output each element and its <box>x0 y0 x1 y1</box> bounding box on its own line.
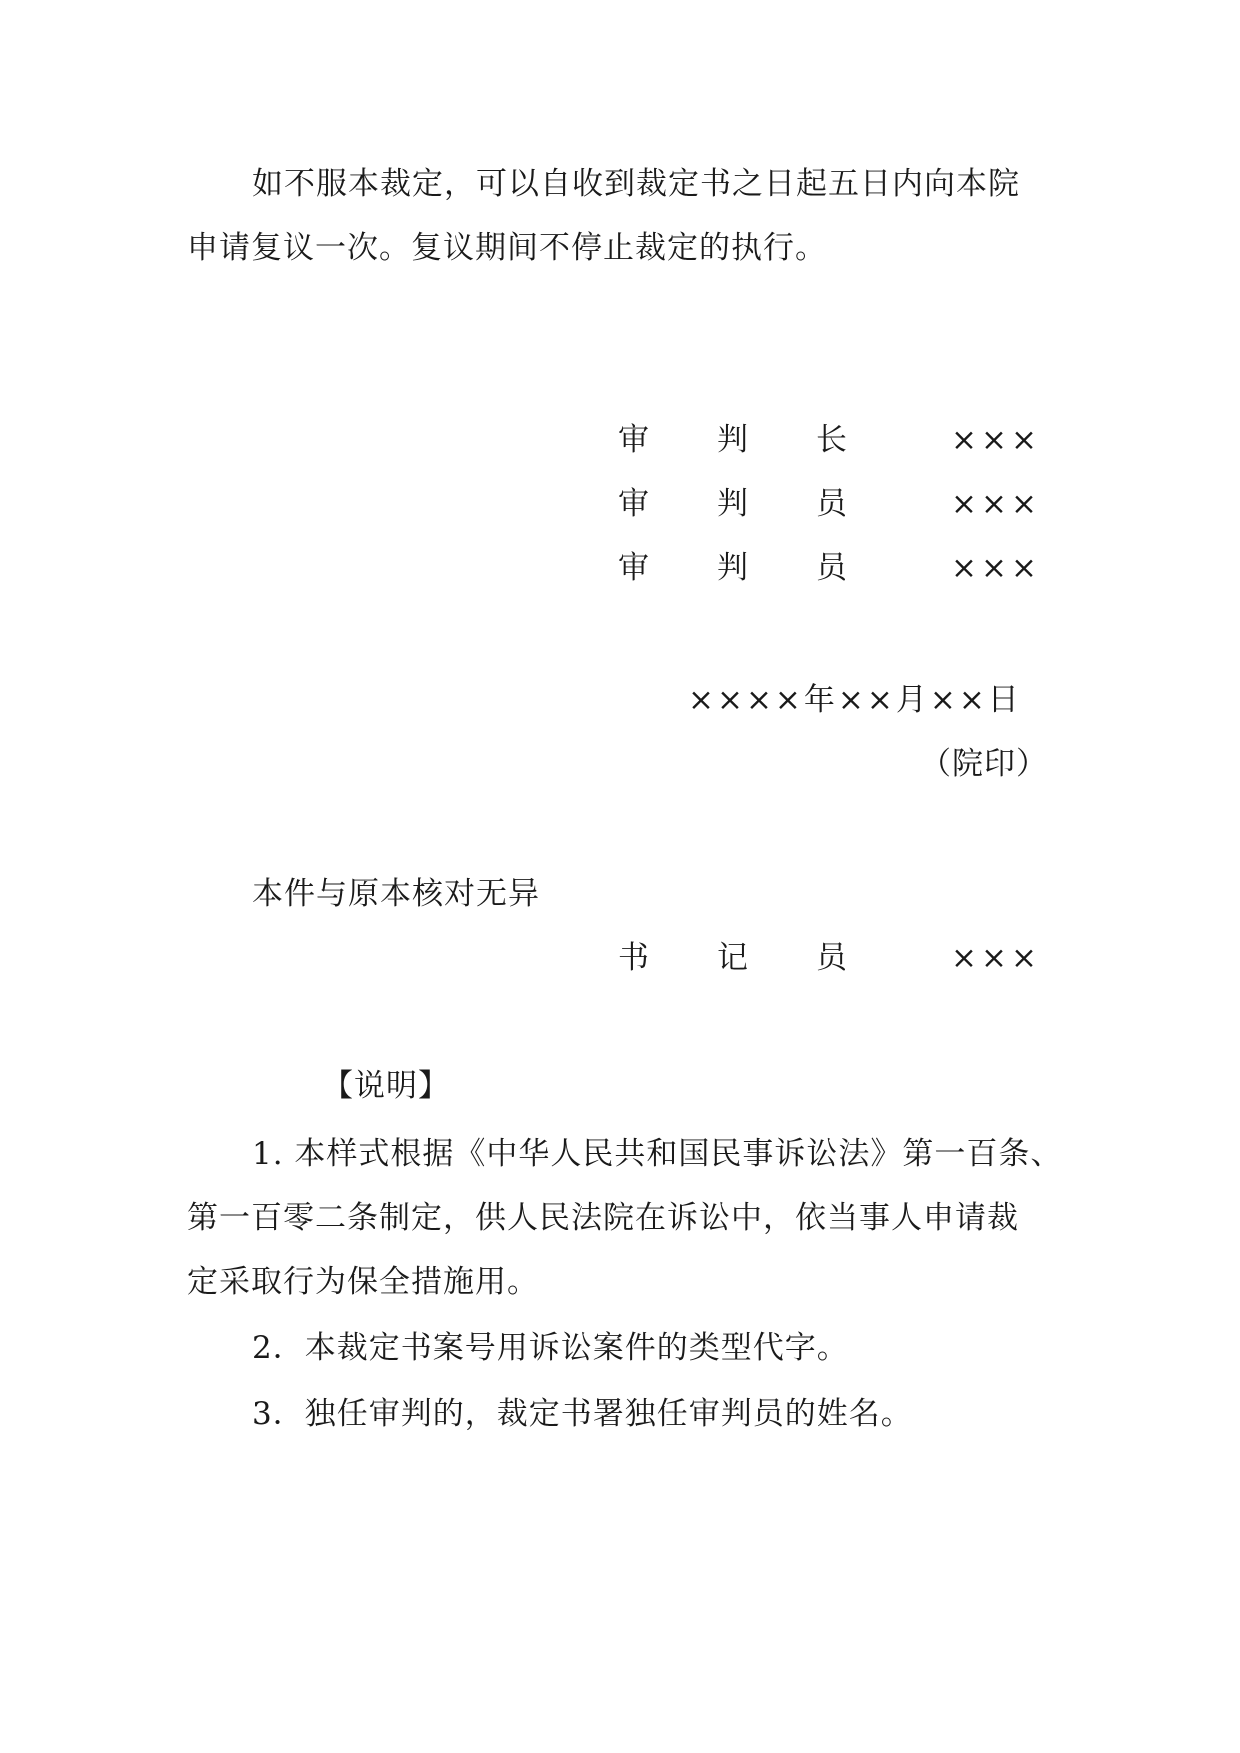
signature-title-char: 记 <box>717 940 748 976</box>
signature-name: ××× <box>951 486 1041 522</box>
signature-title-char: 审 <box>618 550 649 586</box>
court-seal-text: （院印） <box>920 746 1048 782</box>
signature-title-char: 判 <box>717 422 748 458</box>
signature-row-clerk <box>618 938 1048 978</box>
signature-title-char: 员 <box>816 486 847 522</box>
signature-title-char: 长 <box>816 422 847 458</box>
signature-name: ××× <box>951 940 1041 976</box>
signature-row-judge-1 <box>618 484 1048 524</box>
ruling-date: ××××年××月××日 <box>688 682 1022 718</box>
notes-line-5: 3．独任审判的，裁定书署独任审判员的姓名。 <box>252 1396 913 1432</box>
ruling-paragraph-line-1: 如不服本裁定，可以自收到裁定书之日起五日内向本院 <box>252 166 1020 202</box>
signature-title-char: 员 <box>816 550 847 586</box>
signature-row-presiding-judge <box>618 420 1048 460</box>
notes-line-1: 1. 本样式根据《中华人民共和国民事诉讼法》第一百条、 <box>252 1136 1063 1172</box>
signature-title-char: 判 <box>717 486 748 522</box>
signature-name: ××× <box>951 550 1041 586</box>
notes-line-3: 定采取行为保全措施用。 <box>187 1264 539 1300</box>
ruling-paragraph-line-2: 申请复议一次。复议期间不停止裁定的执行。 <box>187 230 827 266</box>
notes-line-2: 第一百零二条制定，供人民法院在诉讼中，依当事人申请裁 <box>187 1200 1019 1236</box>
signature-title-char: 书 <box>618 940 649 976</box>
signature-title-char: 审 <box>618 486 649 522</box>
notes-line-4: 2．本裁定书案号用诉讼案件的类型代字。 <box>252 1330 849 1366</box>
signature-title-char: 判 <box>717 550 748 586</box>
signature-name: ××× <box>951 422 1041 458</box>
signature-title-char: 员 <box>816 940 847 976</box>
notes-heading: 【说明】 <box>322 1068 450 1104</box>
verification-statement: 本件与原本核对无异 <box>252 876 540 912</box>
signature-row-judge-2 <box>618 548 1048 588</box>
signature-title-char: 审 <box>618 422 649 458</box>
